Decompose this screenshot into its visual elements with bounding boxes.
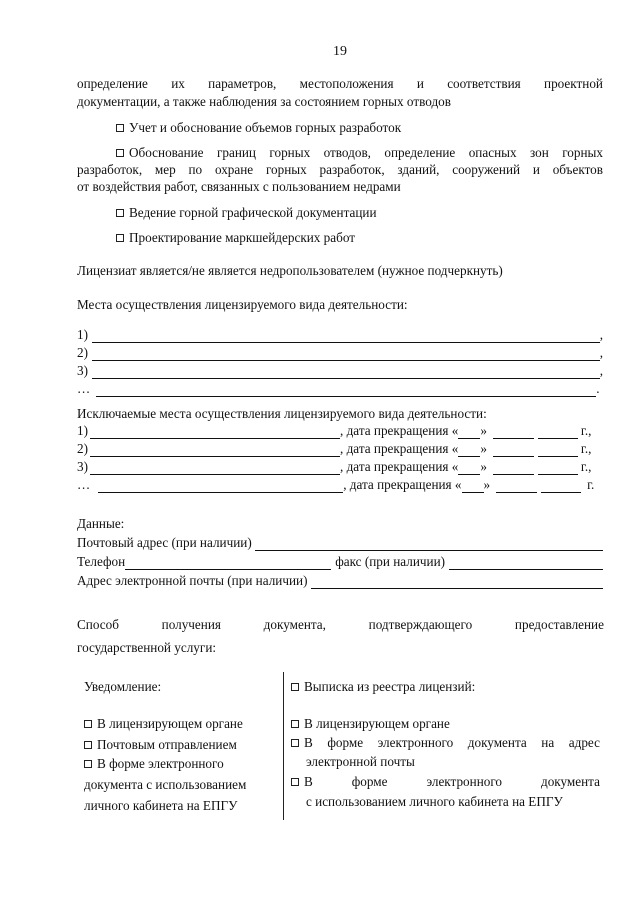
email-input[interactable] [311,575,604,589]
extract-word: документа [540,774,600,789]
method-line-1 [77,616,604,633]
row-number: 1) [77,327,88,342]
row-end: , [599,363,603,378]
place-input-more[interactable] [96,383,596,397]
intro-line-2: документации, а также наблюдения за состоянием горных отводов [77,94,451,109]
month-input-3[interactable] [493,461,534,475]
quote-close: » [480,423,487,438]
data-title: Данные: [77,516,125,531]
row-number: … [77,381,91,396]
place-input-3[interactable] [92,365,600,379]
place-row-1 [77,326,603,343]
excluded-place-input-3[interactable] [90,461,340,475]
option-granits-label-2: разработок, мер по охране горных разработок, зданий, сооружений и объектов [77,162,603,177]
place-row-more [77,380,603,397]
row-end: , [599,345,603,360]
option-graf[interactable] [116,204,377,221]
postal-label: Почтовый адрес (при наличии) [77,535,252,550]
phone-row [77,553,603,570]
excluded-row-3 [77,458,603,475]
option-proekt[interactable] [116,229,355,246]
extract-word: документа [467,735,527,750]
year-input-more[interactable] [541,479,581,493]
checkbox-icon[interactable] [291,739,299,747]
year-input-2[interactable] [538,443,578,457]
extract-heading: Выписка из реестра лицензий: [304,679,476,694]
year-suffix: г., [580,459,592,474]
notify-option-epgu-label-1: В форме электронного [97,756,224,771]
option-uchet-label: Учет и обоснование объемов горных разработок [129,120,402,135]
end-date-label: , дата прекращения « [343,477,462,492]
option-graf-label: Ведение горной графической документации [129,205,377,220]
row-number: 1) [77,423,88,438]
option-granits-label-3: от воздействия работ, связанных с пользованием недрами [77,179,401,194]
end-date-label: , дата прекращения « [340,423,459,438]
row-end: . [596,381,600,396]
option-proekt-label: Проектирование маркшейдерских работ [129,230,356,245]
notify-option-post[interactable] [84,736,237,753]
quote-close: » [480,441,487,456]
extract-option-agency-label: В лицензирующем органе [304,716,450,731]
places-title: Места осуществления лицензируемого вида деятельности: [77,297,408,312]
option-granits-label-1: Обоснование границ горных отводов, определение опасных зон горных [129,145,603,160]
extract-word: на [541,735,555,750]
extract-word: В [304,774,313,789]
checkbox-icon[interactable] [116,149,124,157]
option-granits[interactable] [116,144,603,161]
postal-row [77,534,603,551]
end-date-label: , дата прекращения « [340,459,459,474]
method-word: получения [161,617,221,632]
extract-option-agency[interactable] [291,715,450,732]
method-word: документа, [263,617,326,632]
option-uchet[interactable] [116,119,401,136]
row-number: 2) [77,441,88,456]
notify-option-agency[interactable] [84,715,243,732]
checkbox-icon[interactable] [84,760,92,768]
day-input-1[interactable] [458,425,480,439]
row-number: … [77,477,91,492]
place-input-2[interactable] [92,347,600,361]
day-input-3[interactable] [458,461,480,475]
excluded-row-2 [77,440,603,457]
notify-option-post-label: Почтовым отправлением [97,737,237,752]
year-suffix: г., [580,423,592,438]
extract-word: электронного [426,774,503,789]
row-number: 3) [77,363,88,378]
column-divider [283,672,284,820]
excluded-row-1 [77,422,603,439]
year-input-3[interactable] [538,461,578,475]
excluded-place-input-2[interactable] [90,443,340,457]
excluded-place-input-more[interactable] [98,479,343,493]
row-number: 3) [77,459,88,474]
notify-option-epgu-label-3: личного кабинета на ЕПГУ [84,798,238,813]
checkbox-icon[interactable] [116,209,124,217]
checkbox-icon[interactable] [291,720,299,728]
month-input-more[interactable] [496,479,537,493]
method-line-2: государственной услуги: [77,640,217,655]
year-input-1[interactable] [538,425,578,439]
method-word: Способ [77,617,119,632]
checkbox-icon[interactable] [116,124,124,132]
place-input-1[interactable] [92,329,600,343]
extract-option[interactable] [291,678,475,695]
excluded-place-input-1[interactable] [90,425,340,439]
day-input-2[interactable] [458,443,480,457]
postal-input[interactable] [255,537,603,551]
page-number: 19 [333,44,347,59]
extract-option-email-label-2: электронной почты [306,754,415,769]
excluded-title: Исключаемые места осуществления лицензируемого вида деятельности: [77,406,487,421]
checkbox-icon[interactable] [291,778,299,786]
extract-word: электронного [377,735,454,750]
checkbox-icon[interactable] [116,234,124,242]
place-row-3 [77,362,603,379]
fax-label: факс (при наличии) [335,554,446,569]
month-input-1[interactable] [493,425,534,439]
email-label: Адрес электронной почты (при наличии) [77,573,308,588]
excluded-row-more [77,476,603,493]
licensee-statement: Лицензиат является/не является недропользователем (нужное подчеркнуть) [77,263,503,278]
email-row [77,572,603,589]
notify-option-epgu[interactable] [84,755,224,772]
notify-option-epgu-label-2: документа с использованием [84,777,247,792]
year-suffix: г. [587,477,595,492]
fax-input[interactable] [449,556,603,570]
extract-word: форме [351,774,388,789]
method-word: предоставление [514,617,604,632]
checkbox-icon[interactable] [84,720,92,728]
extract-option-epgu-label-2: с использованием личного кабинета на ЕПГУ [306,794,563,809]
method-word: подтверждающего [368,617,473,632]
extract-word: В [304,735,313,750]
month-input-2[interactable] [493,443,534,457]
notification-heading: Уведомление: [84,679,162,694]
phone-input[interactable] [125,556,331,570]
quote-close: » [480,459,487,474]
extract-option-email[interactable] [291,734,600,751]
end-date-label: , дата прекращения « [340,441,459,456]
row-end: , [599,327,603,342]
place-row-2 [77,344,603,361]
checkbox-icon[interactable] [84,741,92,749]
quote-close: » [483,477,491,492]
extract-word: форме [327,735,364,750]
year-suffix: г., [580,441,592,456]
phone-label: Телефон [77,554,126,569]
row-number: 2) [77,345,88,360]
extract-option-epgu[interactable] [291,773,600,790]
notify-option-agency-label: В лицензирующем органе [97,716,243,731]
checkbox-icon[interactable] [291,683,299,691]
extract-word: адрес [568,735,600,750]
intro-line-1: определение их параметров, местоположения и соответствия проектной [77,76,603,91]
day-input-more[interactable] [462,479,484,493]
